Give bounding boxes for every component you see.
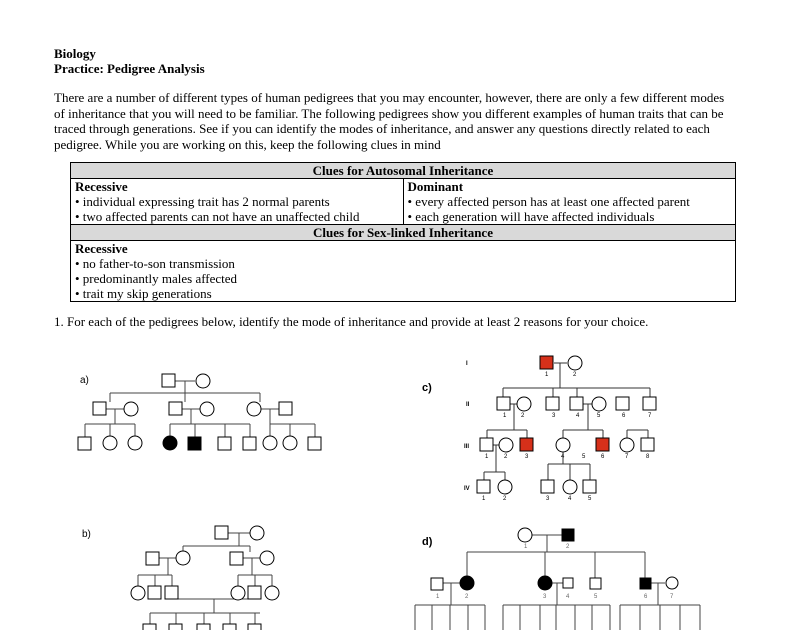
individual-number: 4: [576, 413, 580, 419]
female-symbol: [498, 480, 512, 494]
male-symbol: [215, 526, 228, 539]
individual-number: 2: [566, 544, 570, 550]
male-symbol: [243, 437, 256, 450]
intro-line: of inheritance that you will need to be familiar. The following pedigrees show you different examples of human traits that can be: [54, 105, 724, 121]
clue-item: • no father-to-son transmission: [75, 256, 235, 271]
individual-number: 4: [561, 454, 565, 460]
male-symbol: [546, 397, 559, 410]
individual-number: 5: [597, 413, 601, 419]
male-symbol: [218, 437, 231, 450]
male-symbol: [223, 624, 236, 630]
male-symbol: [248, 586, 261, 599]
male-symbol: [480, 438, 493, 451]
affected-male-symbol: [562, 529, 574, 541]
male-symbol: [169, 624, 182, 630]
individual-number: 7: [648, 413, 652, 419]
individual-number: 7: [625, 454, 629, 460]
male-symbol: [308, 437, 321, 450]
female-symbol: [103, 436, 117, 450]
male-symbol: [616, 397, 629, 410]
generation-label: III: [464, 444, 470, 450]
male-symbol: [541, 480, 554, 493]
individual-number: 6: [622, 413, 626, 419]
female-symbol: [176, 551, 190, 565]
male-symbol: [497, 397, 510, 410]
subject-heading: Biology: [54, 46, 96, 61]
affected-female-symbol: [460, 576, 474, 590]
female-symbol: [200, 402, 214, 416]
individual-number: 5: [582, 454, 586, 460]
female-symbol: [128, 436, 142, 450]
female-symbol: [131, 586, 145, 600]
individual-number: 6: [644, 594, 648, 600]
pedigree-a: [78, 374, 321, 450]
individual-number: 1: [482, 496, 486, 502]
sexlinked-header: Clues for Sex-linked Inheritance: [71, 225, 736, 241]
male-symbol: [248, 624, 261, 630]
generation-label: IV: [464, 486, 470, 492]
individual-number: 1: [524, 544, 528, 550]
intro-line: pedigree. While you are working on this, keep the following clues in mind: [54, 136, 441, 152]
male-symbol: [641, 438, 654, 451]
male-symbol: [477, 480, 490, 493]
page-title: Practice: Pedigree Analysis: [54, 61, 205, 76]
dominant-title: Dominant: [407, 179, 464, 194]
male-symbol: [230, 552, 243, 565]
individual-number: 5: [588, 496, 592, 502]
male-symbol: [431, 578, 443, 590]
pedigree-a-label: a): [80, 375, 89, 386]
male-symbol: [93, 402, 106, 415]
female-symbol: [260, 551, 274, 565]
individual-number: 2: [573, 372, 577, 378]
female-symbol: [283, 436, 297, 450]
male-symbol: [162, 374, 175, 387]
male-symbol: [570, 397, 583, 410]
male-symbol: [563, 578, 573, 588]
male-symbol: [643, 397, 656, 410]
affected-male-symbol: [520, 438, 533, 451]
question-1: 1. For each of the pedigrees below, identify the mode of inheritance and provide at least 2 reasons for your choice.: [54, 314, 649, 329]
clue-item: • every affected person has at least one affected parent: [407, 194, 690, 209]
female-symbol: [568, 356, 582, 370]
affected-male-symbol: [188, 437, 201, 450]
male-symbol: [143, 624, 156, 630]
affected-female-symbol: [538, 576, 552, 590]
sexlinked-title: Recessive: [75, 241, 128, 256]
individual-number: 3: [552, 413, 556, 419]
recessive-title: Recessive: [75, 179, 128, 194]
male-symbol: [146, 552, 159, 565]
individual-number: 1: [503, 413, 507, 419]
pedigree-b: [82, 526, 279, 630]
individual-number: 2: [504, 454, 508, 460]
generation-label: I: [466, 361, 468, 367]
female-symbol: [499, 438, 513, 452]
male-symbol: [78, 437, 91, 450]
individual-number: 2: [521, 413, 525, 419]
individual-number: 1: [436, 594, 440, 600]
clue-item: • trait my skip generations: [75, 286, 212, 301]
male-symbol: [583, 480, 596, 493]
individual-number: 2: [503, 496, 507, 502]
pedigree-c: [422, 356, 656, 502]
individual-number: 6: [601, 454, 605, 460]
clue-item: • two affected parents can not have an unaffected child: [75, 209, 360, 224]
individual-number: 1: [545, 372, 549, 378]
male-symbol: [169, 402, 182, 415]
intro-line: There are a number of different types of human pedigrees that you may encounter, however, there are only a few different modes: [54, 90, 725, 105]
individual-number: 3: [525, 454, 529, 460]
affected-male-symbol: [596, 438, 609, 451]
female-symbol: [124, 402, 138, 416]
clue-item: • individual expressing trait has 2 normal parents: [75, 194, 330, 209]
female-symbol: [563, 480, 577, 494]
female-symbol: [666, 577, 678, 589]
individual-number: 7: [670, 594, 674, 600]
female-symbol: [518, 528, 532, 542]
female-symbol: [231, 586, 245, 600]
male-symbol: [148, 586, 161, 599]
pedigree-b-label: b): [82, 529, 91, 540]
male-symbol: [590, 578, 601, 589]
individual-number: 5: [594, 594, 598, 600]
generation-label: II: [466, 402, 470, 408]
individual-number: 1: [485, 454, 489, 460]
clue-item: • each generation will have affected individuals: [407, 209, 655, 224]
pedigree-c-label: c): [422, 382, 432, 394]
female-symbol: [592, 397, 606, 411]
male-symbol: [165, 586, 178, 599]
female-symbol: [620, 438, 634, 452]
affected-male-symbol: [640, 578, 651, 589]
male-symbol: [279, 402, 292, 415]
female-symbol: [517, 397, 531, 411]
individual-number: 3: [543, 594, 547, 600]
clue-item: • predominantly males affected: [75, 271, 238, 286]
individual-number: 4: [568, 496, 572, 502]
pedigree-d-label: d): [422, 536, 433, 548]
pedigree-d: [415, 528, 700, 630]
intro-line: traced through generations. See if you can identify the modes of inheritance, and answer any questions directly related to each: [54, 121, 710, 137]
female-symbol: [556, 438, 570, 452]
individual-number: 3: [546, 496, 550, 502]
female-symbol: [265, 586, 279, 600]
individual-number: 4: [566, 594, 570, 600]
affected-male-symbol: [540, 356, 553, 369]
affected-female-symbol: [163, 436, 177, 450]
individual-number: 8: [646, 454, 650, 460]
female-symbol: [247, 402, 261, 416]
female-symbol: [196, 374, 210, 388]
male-symbol: [197, 624, 210, 630]
individual-number: 2: [465, 594, 469, 600]
female-symbol: [250, 526, 264, 540]
autosomal-header: Clues for Autosomal Inheritance: [71, 163, 736, 179]
female-symbol: [263, 436, 277, 450]
